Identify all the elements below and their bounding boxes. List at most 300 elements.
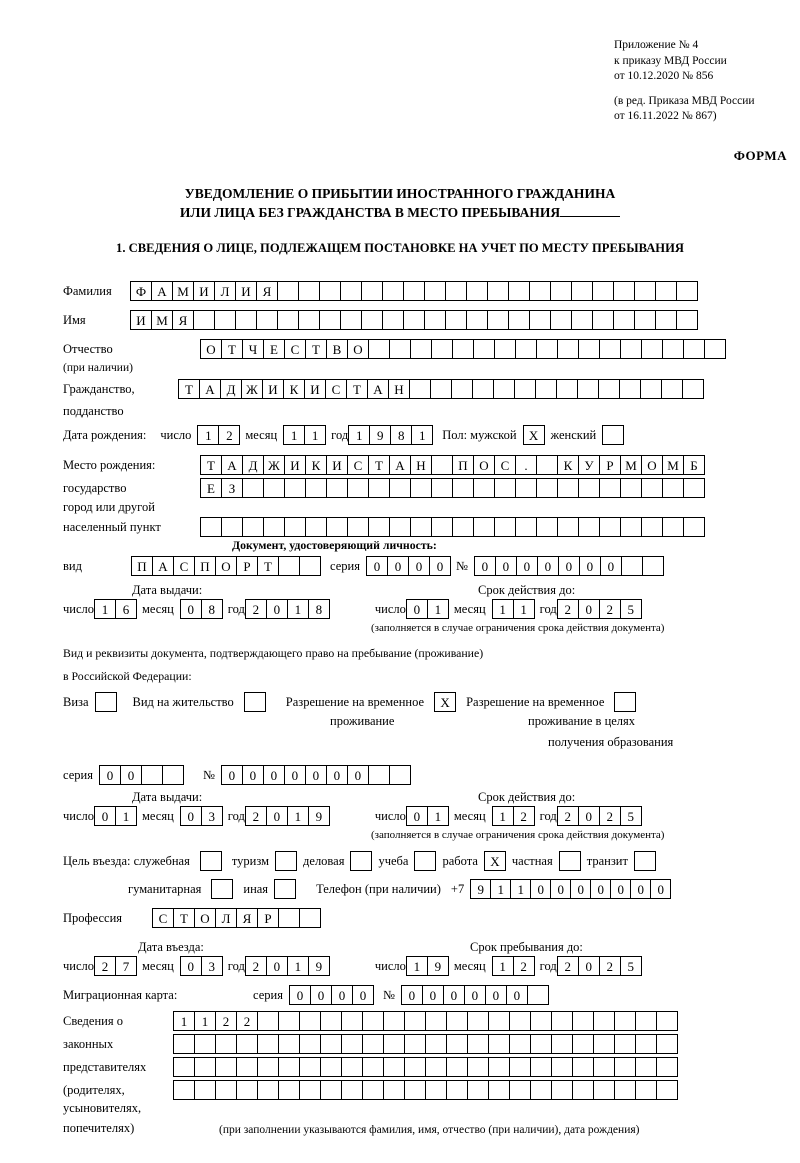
cell[interactable]: 0 [310, 985, 332, 1005]
cell[interactable] [613, 281, 635, 301]
cell[interactable] [341, 1080, 363, 1100]
cell[interactable]: О [641, 455, 663, 475]
cell[interactable] [662, 478, 684, 498]
legal-rep-input-row-4[interactable] [173, 1080, 677, 1100]
cell[interactable]: 0 [485, 985, 507, 1005]
cell[interactable]: И [235, 281, 257, 301]
cell[interactable]: 1 [348, 425, 370, 445]
cell[interactable]: А [389, 455, 411, 475]
cell[interactable] [661, 379, 683, 399]
cell[interactable] [635, 1011, 657, 1031]
cell[interactable]: 0 [406, 599, 428, 619]
entry-month-input[interactable] [180, 956, 222, 976]
cell[interactable] [551, 1057, 573, 1077]
cell[interactable] [599, 339, 621, 359]
cell[interactable]: Т [173, 908, 195, 928]
cell[interactable] [326, 478, 348, 498]
cell[interactable] [614, 1057, 636, 1077]
cell[interactable]: 2 [245, 956, 267, 976]
cell[interactable]: 0 [422, 985, 444, 1005]
cell[interactable] [431, 478, 453, 498]
cell[interactable]: 0 [506, 985, 528, 1005]
cell[interactable]: А [221, 455, 243, 475]
cell[interactable] [425, 1011, 447, 1031]
cell[interactable] [467, 1080, 489, 1100]
cell[interactable] [340, 310, 362, 330]
cell[interactable]: 0 [530, 879, 551, 899]
cell[interactable] [278, 1034, 300, 1054]
cell[interactable] [340, 281, 362, 301]
cell[interactable]: Т [346, 379, 368, 399]
cell[interactable]: И [130, 310, 152, 330]
cell[interactable] [704, 339, 726, 359]
cell[interactable]: 2 [245, 806, 267, 826]
cell[interactable] [488, 1057, 510, 1077]
doc-valid-day-input[interactable] [406, 599, 448, 619]
cell[interactable] [655, 310, 677, 330]
cell[interactable] [466, 281, 488, 301]
cell[interactable] [473, 339, 495, 359]
cell[interactable]: 0 [590, 879, 611, 899]
cell[interactable]: 8 [308, 599, 330, 619]
cell[interactable]: 1 [411, 425, 433, 445]
cell[interactable]: М [662, 455, 684, 475]
cell[interactable] [446, 1011, 468, 1031]
cell[interactable] [284, 517, 306, 537]
cell[interactable] [194, 1080, 216, 1100]
cell[interactable] [298, 281, 320, 301]
cell[interactable]: Е [263, 339, 285, 359]
cell[interactable]: Т [305, 339, 327, 359]
cell[interactable]: М [620, 455, 642, 475]
purpose-private-checkbox[interactable] [559, 851, 581, 871]
cell[interactable] [488, 1080, 510, 1100]
cell[interactable]: З [221, 478, 243, 498]
cell[interactable] [409, 379, 431, 399]
cell[interactable] [277, 281, 299, 301]
cell[interactable]: 0 [537, 556, 559, 576]
cell[interactable] [446, 1080, 468, 1100]
cell[interactable]: 1 [287, 956, 309, 976]
cell[interactable]: 0 [600, 556, 622, 576]
cell[interactable]: С [173, 556, 195, 576]
cell[interactable]: 1 [513, 599, 535, 619]
cell[interactable] [410, 478, 432, 498]
cell[interactable] [551, 1011, 573, 1031]
purpose-other-checkbox[interactable] [274, 879, 296, 899]
cell[interactable]: 3 [201, 956, 223, 976]
cell[interactable] [257, 1034, 279, 1054]
cell[interactable]: М [172, 281, 194, 301]
cell[interactable]: 0 [429, 556, 451, 576]
cell[interactable] [683, 478, 705, 498]
purpose-study-checkbox[interactable] [414, 851, 436, 871]
cell[interactable] [509, 1080, 531, 1100]
cell[interactable] [277, 310, 299, 330]
cell[interactable] [641, 339, 663, 359]
cell[interactable] [425, 1080, 447, 1100]
cell[interactable]: 1 [287, 599, 309, 619]
cell[interactable]: 2 [94, 956, 116, 976]
mc-series-input[interactable] [289, 985, 373, 1005]
cell[interactable] [305, 478, 327, 498]
cell[interactable] [431, 339, 453, 359]
cell[interactable] [571, 310, 593, 330]
cell[interactable] [683, 339, 705, 359]
cell[interactable]: 0 [401, 985, 423, 1005]
cell[interactable]: У [578, 455, 600, 475]
name-input[interactable] [130, 310, 697, 330]
cell[interactable] [445, 310, 467, 330]
cell[interactable] [641, 517, 663, 537]
cell[interactable] [445, 281, 467, 301]
cell[interactable] [578, 478, 600, 498]
cell[interactable]: 0 [180, 956, 202, 976]
cell[interactable]: И [304, 379, 326, 399]
cell[interactable] [347, 517, 369, 537]
cell[interactable] [619, 379, 641, 399]
cell[interactable]: Т [221, 339, 243, 359]
cell[interactable] [529, 281, 551, 301]
cell[interactable] [572, 1080, 594, 1100]
cell[interactable] [635, 1034, 657, 1054]
cell[interactable] [634, 310, 656, 330]
cell[interactable] [403, 310, 425, 330]
cell[interactable]: Ж [263, 455, 285, 475]
cell[interactable] [641, 478, 663, 498]
birth-year-input[interactable] [348, 425, 432, 445]
residence-checkbox[interactable] [244, 692, 266, 712]
cell[interactable] [473, 478, 495, 498]
cell[interactable]: 2 [218, 425, 240, 445]
cell[interactable] [410, 339, 432, 359]
cell[interactable]: . [515, 455, 537, 475]
cell[interactable]: 0 [99, 765, 121, 785]
doc-issue-year-input[interactable] [245, 599, 329, 619]
cell[interactable] [550, 281, 572, 301]
cell[interactable] [193, 310, 215, 330]
cell[interactable] [263, 478, 285, 498]
cell[interactable]: 0 [610, 879, 631, 899]
cell[interactable] [362, 1057, 384, 1077]
cell[interactable] [410, 517, 432, 537]
birth-state-input[interactable] [200, 455, 704, 475]
cell[interactable] [263, 517, 285, 537]
cell[interactable]: Т [178, 379, 200, 399]
cell[interactable]: 0 [578, 806, 600, 826]
cell[interactable]: 2 [557, 956, 579, 976]
cell[interactable]: Т [200, 455, 222, 475]
purpose-work-checkbox[interactable]: Х [484, 851, 506, 871]
cell[interactable] [466, 310, 488, 330]
doc-number-input[interactable] [474, 556, 663, 576]
cell[interactable]: 1 [490, 879, 511, 899]
cell[interactable] [493, 379, 515, 399]
cell[interactable] [551, 1034, 573, 1054]
cell[interactable]: С [347, 455, 369, 475]
cell[interactable] [235, 310, 257, 330]
cell[interactable]: 0 [464, 985, 486, 1005]
cell[interactable]: 0 [180, 806, 202, 826]
cell[interactable]: 5 [620, 806, 642, 826]
citizenship-input[interactable] [178, 379, 703, 399]
cell[interactable]: 0 [630, 879, 651, 899]
cell[interactable] [425, 1057, 447, 1077]
cell[interactable]: 0 [387, 556, 409, 576]
cell[interactable] [620, 339, 642, 359]
cell[interactable]: Я [256, 281, 278, 301]
edu-residence-checkbox[interactable] [614, 692, 636, 712]
cell[interactable] [662, 339, 684, 359]
cell[interactable]: 0 [347, 765, 369, 785]
cell[interactable]: С [152, 908, 174, 928]
cell[interactable] [215, 1080, 237, 1100]
sex-female-checkbox[interactable] [602, 425, 624, 445]
cell[interactable]: 0 [305, 765, 327, 785]
cell[interactable] [634, 281, 656, 301]
cell[interactable]: Т [257, 556, 279, 576]
cell[interactable]: Ж [241, 379, 263, 399]
cell[interactable]: 1 [492, 806, 514, 826]
cell[interactable]: 0 [474, 556, 496, 576]
cell[interactable] [403, 281, 425, 301]
cell[interactable]: С [325, 379, 347, 399]
cell[interactable]: И [284, 455, 306, 475]
cell[interactable]: 2 [599, 956, 621, 976]
doc-issue-day-input[interactable] [94, 599, 136, 619]
cell[interactable]: О [194, 908, 216, 928]
cell[interactable] [592, 281, 614, 301]
cell[interactable] [242, 517, 264, 537]
cell[interactable]: 8 [201, 599, 223, 619]
cell[interactable]: 0 [570, 879, 591, 899]
cell[interactable] [614, 1034, 636, 1054]
cell[interactable]: 0 [266, 806, 288, 826]
stay-month-input[interactable] [492, 956, 534, 976]
cell[interactable]: 2 [557, 599, 579, 619]
cell[interactable] [362, 1034, 384, 1054]
purpose-business-checkbox[interactable] [350, 851, 372, 871]
visa-checkbox[interactable] [95, 692, 117, 712]
cell[interactable] [200, 517, 222, 537]
cell[interactable]: 2 [599, 806, 621, 826]
birth-city-input-row1[interactable] [200, 478, 704, 498]
cell[interactable]: 1 [287, 806, 309, 826]
cell[interactable] [535, 379, 557, 399]
doc-kind-input[interactable] [131, 556, 320, 576]
cell[interactable] [194, 1057, 216, 1077]
cell[interactable]: 2 [245, 599, 267, 619]
cell[interactable] [613, 310, 635, 330]
cell[interactable] [278, 1057, 300, 1077]
cell[interactable] [256, 310, 278, 330]
cell[interactable] [599, 478, 621, 498]
cell[interactable] [278, 908, 300, 928]
cell[interactable] [452, 339, 474, 359]
cell[interactable]: 2 [513, 956, 535, 976]
right-issue-month-input[interactable] [180, 806, 222, 826]
cell[interactable]: 9 [308, 956, 330, 976]
cell[interactable] [194, 1034, 216, 1054]
cell[interactable] [341, 1057, 363, 1077]
birth-city-input-row2[interactable] [200, 517, 704, 537]
cell[interactable] [509, 1057, 531, 1077]
cell[interactable] [257, 1057, 279, 1077]
cell[interactable]: 0 [263, 765, 285, 785]
cell[interactable]: 0 [578, 956, 600, 976]
cell[interactable] [527, 985, 549, 1005]
cell[interactable]: 1 [194, 1011, 216, 1031]
cell[interactable]: Р [257, 908, 279, 928]
cell[interactable] [571, 281, 593, 301]
cell[interactable] [368, 339, 390, 359]
cell[interactable]: П [131, 556, 153, 576]
cell[interactable] [572, 1057, 594, 1077]
cell[interactable] [530, 1011, 552, 1031]
cell[interactable] [257, 1080, 279, 1100]
stay-year-input[interactable] [557, 956, 641, 976]
cell[interactable]: Р [599, 455, 621, 475]
cell[interactable]: 0 [266, 956, 288, 976]
cell[interactable]: 0 [242, 765, 264, 785]
cell[interactable]: 0 [408, 556, 430, 576]
cell[interactable]: 2 [557, 806, 579, 826]
temp-residence-checkbox[interactable]: Х [434, 692, 456, 712]
cell[interactable]: А [151, 281, 173, 301]
cell[interactable]: 0 [221, 765, 243, 785]
cell[interactable] [431, 517, 453, 537]
cell[interactable] [361, 310, 383, 330]
cell[interactable] [320, 1057, 342, 1077]
cell[interactable] [257, 1011, 279, 1031]
cell[interactable]: Д [242, 455, 264, 475]
cell[interactable] [451, 379, 473, 399]
cell[interactable] [572, 1011, 594, 1031]
cell[interactable] [593, 1034, 615, 1054]
cell[interactable]: 0 [578, 599, 600, 619]
cell[interactable] [614, 1011, 636, 1031]
cell[interactable]: 1 [173, 1011, 195, 1031]
cell[interactable]: 0 [366, 556, 388, 576]
cell[interactable]: О [215, 556, 237, 576]
cell[interactable] [635, 1057, 657, 1077]
right-valid-year-input[interactable] [557, 806, 641, 826]
cell[interactable] [530, 1034, 552, 1054]
cell[interactable] [424, 281, 446, 301]
cell[interactable]: И [193, 281, 215, 301]
cell[interactable] [557, 478, 579, 498]
cell[interactable]: 0 [550, 879, 571, 899]
cell[interactable]: 0 [406, 806, 428, 826]
cell[interactable] [446, 1034, 468, 1054]
cell[interactable] [467, 1057, 489, 1077]
cell[interactable] [368, 517, 390, 537]
cell[interactable] [382, 310, 404, 330]
cell[interactable]: П [452, 455, 474, 475]
cell[interactable] [487, 281, 509, 301]
cell[interactable]: К [305, 455, 327, 475]
cell[interactable] [320, 1080, 342, 1100]
cell[interactable] [236, 1057, 258, 1077]
cell[interactable] [620, 478, 642, 498]
cell[interactable] [299, 556, 321, 576]
cell[interactable] [515, 478, 537, 498]
right-series-input[interactable] [99, 765, 183, 785]
cell[interactable]: Л [214, 281, 236, 301]
purpose-service-checkbox[interactable] [200, 851, 222, 871]
cell[interactable]: Н [410, 455, 432, 475]
cell[interactable] [173, 1034, 195, 1054]
cell[interactable] [529, 310, 551, 330]
right-number-input[interactable] [221, 765, 410, 785]
cell[interactable]: 0 [120, 765, 142, 785]
mc-number-input[interactable] [401, 985, 548, 1005]
cell[interactable] [593, 1011, 615, 1031]
cell[interactable] [536, 478, 558, 498]
cell[interactable]: 1 [492, 599, 514, 619]
cell[interactable] [676, 310, 698, 330]
cell[interactable] [530, 1080, 552, 1100]
cell[interactable] [141, 765, 163, 785]
cell[interactable]: 7 [115, 956, 137, 976]
phone-input[interactable] [470, 879, 670, 899]
cell[interactable]: 1 [304, 425, 326, 445]
entry-day-input[interactable] [94, 956, 136, 976]
cell[interactable]: Ч [242, 339, 264, 359]
cell[interactable] [305, 517, 327, 537]
cell[interactable] [214, 310, 236, 330]
cell[interactable]: А [199, 379, 221, 399]
cell[interactable]: К [283, 379, 305, 399]
cell[interactable] [382, 281, 404, 301]
stay-day-input[interactable] [406, 956, 448, 976]
cell[interactable]: 0 [284, 765, 306, 785]
cell[interactable]: П [194, 556, 216, 576]
cell[interactable] [452, 517, 474, 537]
cell[interactable]: 1 [94, 599, 116, 619]
cell[interactable] [173, 1057, 195, 1077]
cell[interactable] [682, 379, 704, 399]
sex-male-checkbox[interactable]: Х [523, 425, 545, 445]
cell[interactable] [362, 1080, 384, 1100]
cell[interactable] [494, 339, 516, 359]
cell[interactable] [467, 1034, 489, 1054]
cell[interactable] [383, 1034, 405, 1054]
cell[interactable]: 1 [283, 425, 305, 445]
cell[interactable] [389, 517, 411, 537]
cell[interactable]: 5 [620, 599, 642, 619]
cell[interactable]: Я [172, 310, 194, 330]
cell[interactable] [488, 1011, 510, 1031]
legal-rep-input-row-2[interactable] [173, 1034, 677, 1054]
cell[interactable] [299, 1057, 321, 1077]
cell[interactable]: Я [236, 908, 258, 928]
cell[interactable] [404, 1034, 426, 1054]
cell[interactable] [473, 517, 495, 537]
legal-rep-input-row-1[interactable] [173, 1011, 677, 1031]
purpose-transit-checkbox[interactable] [634, 851, 656, 871]
cell[interactable] [557, 517, 579, 537]
cell[interactable] [530, 1057, 552, 1077]
cell[interactable] [278, 556, 300, 576]
cell[interactable] [284, 478, 306, 498]
cell[interactable] [383, 1057, 405, 1077]
cell[interactable]: 6 [115, 599, 137, 619]
cell[interactable] [320, 1011, 342, 1031]
cell[interactable] [640, 379, 662, 399]
legal-rep-input-row-3[interactable] [173, 1057, 677, 1077]
cell[interactable] [515, 517, 537, 537]
